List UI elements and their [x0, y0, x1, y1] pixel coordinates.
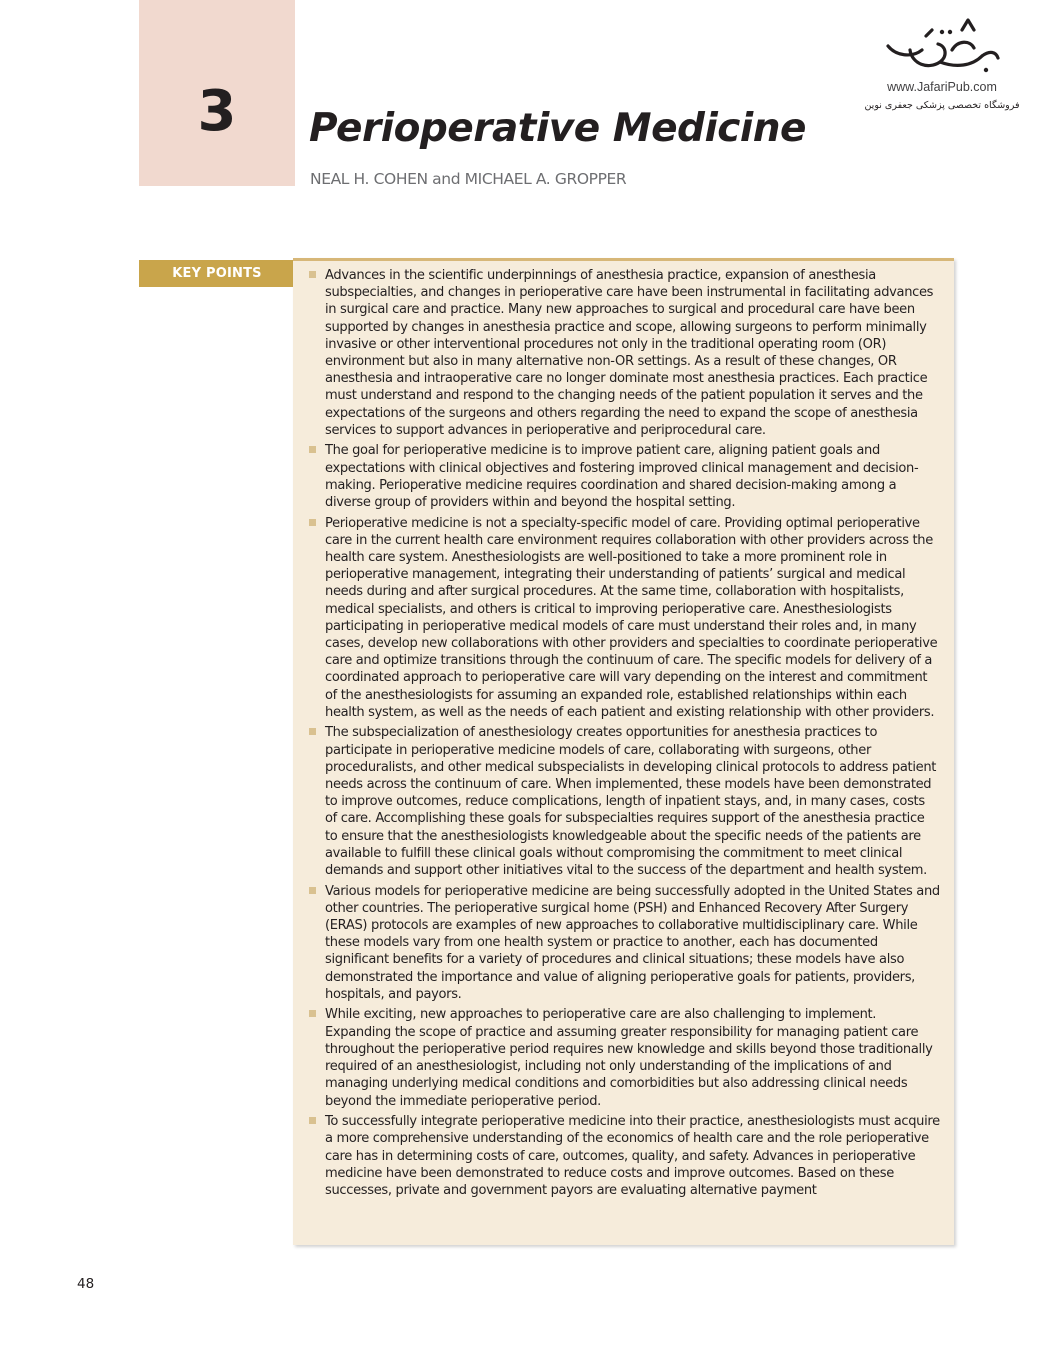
key-point-text: While exciting, new approaches to perioperative care are also challenging to implement. Expanding the scope of practice and assuming greater responsibility for managing patient care throughout the perioperative period requires new knowledge and skills beyond those traditionally required of an anesthesiologist, including not only understanding of the implications of and managing underlying medical conditions and comorbidities but also addressing clinical needs beyond the immediate perioperative period. — [325, 1007, 933, 1109]
key-point-item — [325, 515, 940, 721]
key-point-text: Advances in the scientific underpinnings of anesthesia practice, expansion of anesthesia subspecialties, and changes in perioperative care have been instrumental in facilitating advances in surgical care and practice. Many new approaches to surgical and procedural care have been supported by changes in anesthesia practice and scope, allowing surgeons to perform minimally invasive or other interventional procedures not only in the traditional operating room (OR) environment but also in many alternative non-OR settings. As a result of these changes, OR anesthesia and intraoperative care no longer dominate most anesthesia practices. Each practice must understand and respond to the changing needs of the patient population it serves and the expectations of the surgeons and others regarding the need to expand the scope of anesthesia services to support advances in perioperative and periprocedural care. — [325, 268, 934, 438]
key-points-box — [293, 258, 954, 1245]
key-points-list — [293, 261, 954, 1199]
key-point-item — [325, 1006, 940, 1109]
publisher-subtitle: فروشگاه تخصصی پزشکی جعفری نوین — [864, 100, 1020, 111]
key-point-item — [325, 883, 940, 1003]
square-bullet-icon — [309, 519, 316, 526]
chapter-number: 3 — [197, 79, 237, 144]
square-bullet-icon — [309, 446, 316, 453]
square-bullet-icon — [309, 728, 316, 735]
key-point-text: To successfully integrate perioperative medicine into their practice, anesthesiologists must acquire a more comprehensive understanding of the economics of health care and the role perioperative care has in determining costs of care, outcomes, quality, and safety. Advances in perioperative medicine have been demonstrated to reduce costs and improve outcomes. Based on these successes, private and government payors are evaluating alternative payment — [325, 1114, 940, 1198]
key-point-text: The subspecialization of anesthesiology creates opportunities for anesthesia practices to participate in perioperative medicine models of care, collaborating with surgeons, other proceduralists, and other medical subspecialists in developing clinical protocols to address patient needs across the continuum of care. When implemented, these models have been demonstrated to improve outcomes, reduce complications, length of inpatient stays, and, in many cases, costs of care. Accomplishing these goals for subspecialties requires support of the anesthesia practice to ensure that the anesthesiologists knowledgeable about the specific needs of the patients are available to fulfill these clinical goals without compromising the commitment to meet clinical demands and support other initiatives vital to the success of the department and health system. — [325, 725, 937, 879]
key-points-label: KEY POINTS — [139, 260, 295, 287]
chapter-authors: NEAL H. COHEN and MICHAEL A. GROPPER — [310, 170, 627, 188]
key-point-text: Various models for perioperative medicine are being successfully adopted in the United States and other countries. The perioperative surgical home (PSH) and Enhanced Recovery After Surgery (ERAS) protocols are examples of new approaches to collaborative multidisciplinary care. While these models vary from one health system or practice to another, each has documented significant benefits for a variety of procedures and clinical situations; these models have also demonstrated the importance and value of aligning perioperative goals for patients, providers, hospitals, and payors. — [325, 883, 940, 1002]
key-point-item — [325, 1113, 940, 1199]
page-number: 48 — [77, 1276, 95, 1292]
key-point-item — [325, 442, 940, 511]
key-point-item — [325, 724, 940, 879]
key-point-text: The goal for perioperative medicine is to improve patient care, aligning patient goals and expectations with clinical objectives and fostering improved clinical management and decision-making. Perioperative medicine requires coordination and shared decision-making among a diverse group of providers within and beyond the hospital setting. — [325, 443, 919, 511]
key-point-text: Perioperative medicine is not a specialty-specific model of care. Providing optimal perioperative care in the current health care environment requires collaboration with other providers across the health care system. Anesthesiologists are well-positioned to take a more prominent role in perioperative management, integrating their understanding of patients’ surgical and medical needs during and after surgical procedures. At the same time, collaboration with hospitalists, medical specialists, and others is critical to improving perioperative care. Anesthesiologists participating in perioperative medical models of care must understand their roles and, in many cases, develop new collaborations with other providers and specialties to coordinate perioperative care and optimize transitions through the continuum of care. The specific models for delivery of a coordinated approach to perioperative care will vary depending on the interest and commitment of the anesthesiologists for assuming an expanded role, established relationships within each health system, as well as the needs of each patient and existing relationship with other providers. — [325, 515, 938, 720]
publisher-url: www.JafariPub.com — [887, 80, 997, 94]
square-bullet-icon — [309, 887, 316, 894]
publisher-logo — [862, 16, 1022, 126]
square-bullet-icon — [309, 1117, 316, 1124]
square-bullet-icon — [309, 1010, 316, 1017]
square-bullet-icon — [309, 271, 316, 278]
chapter-title: Perioperative Medicine — [309, 106, 807, 151]
chapter-number-block — [139, 0, 295, 186]
key-point-item — [325, 267, 940, 439]
calligraphy-logo-icon — [882, 16, 1002, 78]
